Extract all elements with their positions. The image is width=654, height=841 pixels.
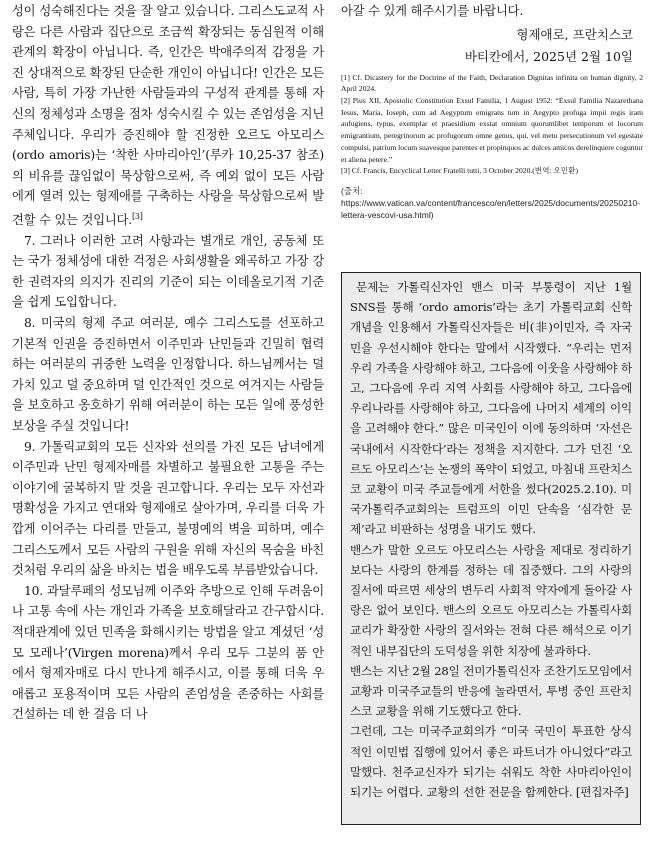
footnote-2: [2] Pius XII, Apostolic Constitution Exsul Familia, 1 August 1952: “Exsul Familia Nazarethana Iesus, Maria, Ioseph, cum ad Aegyptum emigrans tum in Aegypto profuga impii regis iram aufugiens, typus, exemplar et praesidium exstat omnium quorumlibet temporum et locorum emigrantium, peregrinorum ac profugorum omne genus, qui, vel metu persecutionum vel egestate compulsi, patrium locum suavesque parentes et propinquos ac dulces amicos derelinquere coguntur et aliena petere.”: [341, 96, 643, 164]
left-column: [12, 1, 324, 725]
letter-closing-line: 아갈 수 있게 해주시기를 바랍니다.: [341, 4, 524, 18]
footnote-3: [3] Cf. Francis, Encyclical Letter Fratelli tutti, 3 October 2020.(번역: 오민환): [341, 166, 579, 176]
editor-note-paragraph-1: 문제는 가톨릭신자인 밴스 미국 부통령이 지난 1월 SNS를 통해 ‘ordo amoris’라는 초기 가톨릭교회 신학 개념을 인용해서 가톨릭신자들은 비(非)이민자, 즉 자국민을 우선시해야 한다는 말에서 시작했다. “우리는 먼저 우리 가족을 사랑해야 하고, 그다음에 이웃을 사랑해야 하고, 그다음에 우리 지역 사회를 사랑해야 하고, 그다음에 우리나라를 사랑해야 하고, 그다음에 나머지 세계의 이익을 고려해야 한다.” 많은 미국인이 이에 동의하며 ‘자선은 국내에서 시작한다’라는 정책을 지지한다. 그가 던진 ‘오르도 아모리스’는 논쟁의 폭약이 되었고, 마침내 프란치스코 교황이 미국 주교들에게 서한을 썼다(2025.2.10). 미국가톨릭주교회의는 트럼프의 이민 단속을 ‘심각한 문제’라고 비판하는 성명을 내기도 했다.: [350, 280, 632, 537]
editor-note-box: [341, 272, 641, 825]
source-citation: (출처: https://www.vatican.va/content/francesco/en/letters/2025/documents/20250210-lettera-vescovi-usa.html): [341, 185, 641, 220]
signature-place-date: 바티칸에서, 2025년 2월 10일: [464, 48, 633, 64]
letter-paragraph-continuation: 성이 성숙해진다는 것을 잘 알고 있습니다. 그리스도교적 사랑은 다른 사람과 집단으로 조금씩 확장되는 동심원적 이해관계의 확장이 아닙니다. 즉, 인간은 박애주의적 감정을 가진 상대적으로 확장된 단순한 개인이 아닙니다! 인간은 모든 사람, 특히 가장 가난한 사람들과의 구성적 관계를 통해 자신의 정체성과 소명을 점차 성숙시킬 수 있는 존엄성을 지닌 주체입니다. 우리가 증진해야 할 진정한 오르도 아모리스(ordo amoris)는 ‘착한 사마리아인’(루카 10,25-37 참조)의 비유를 끊임없이 묵상함으로써, 즉 예외 없이 모든 사람에게 열려 있는 형제애를 구축하는 사랑을 묵상함으로써 발견할 수 있는 것입니다.[3]: [12, 4, 324, 228]
footnote-1: [1] Cf. Dicastery for the Doctrine of the Faith, Declaration Dignitas infinita on human dignity, 2 April 2024.: [341, 72, 643, 94]
editor-note-tag: [편집자주]: [575, 785, 629, 800]
editor-note-paragraph-3: 밴스는 지난 2월 28일 전미가톨릭신자 조찬기도모임에서 교황과 미국주교들의 반응에 놀라면서, 투병 중인 프란치스코 교황을 위해 기도했다고 한다.: [350, 663, 632, 719]
letter-paragraph-9: 9. 가톨릭교회의 모든 신자와 선의를 가진 모든 남녀에게 이주민과 난민 형제자매를 차별하고 불필요한 고통을 주는 이야기에 굴복하지 말 것을 권고합니다. 우리는 모두 자선과 명확성을 가지고 연대와 형제애로 살아가며, 우리를 더욱 가깝게 이어주는 다리를 만들고, 불명예의 벽을 피하며, 예수 그리스도께서 모든 사람의 구원을 위해 자신의 목숨을 바친 것처럼 우리의 삶을 바치는 법을 배우도록 부름받았습니다.: [12, 439, 324, 578]
footnotes: [341, 72, 643, 177]
footnote-ref-3[interactable]: [3]: [131, 211, 143, 221]
letter-paragraph-7: 7. 그러나 이러한 고려 사항과는 별개로 개인, 공동체 또는 국가 정체성에 대한 걱정은 사회생활을 왜곡하고 가장 강한 권력자의 의지가 진리의 기준이 되는 이데올로기적 기준을 쉽게 도입합니다.: [12, 233, 324, 310]
letter-paragraph-10: 10. 과달루페의 성모님께 이주와 추방으로 인해 두려움이나 고통 속에 사는 개인과 가족을 보호해달라고 간구합시다. 적대관계에 있던 민족을 화해시키는 방법을 알고 계셨던 ‘성모 모레나’(Virgen morena)께서 우리 모두 그분의 품 안에서 형제자매로 다시 만나게 해주시고, 이를 통해 더욱 우애롭고 포용적이며 모든 사람의 존엄성을 존중하는 사회를 건설하는 데 한 걸음 더 나: [12, 583, 324, 722]
editor-note-paragraph-4: 그런데, 그는 미국주교회의가 “미국 국민이 투표한 상식적인 이민법 집행에 있어서 좋은 파트너가 아니었다”라고 말했다. 천주교신자가 되기는 쉬워도 착한 사마리아인이 되기는 어렵다. 교황의 선한 전문을 함께한다. [편집자주]: [350, 724, 632, 800]
right-column: [341, 1, 643, 229]
editor-note-paragraph-2: 밴스가 말한 오르도 아모리스는 사랑을 제대로 정리하기보다는 사랑의 한계를 정하는 데 집중했다. 그의 사랑의 질서에 따르면 세상의 변두리 사회적 약자에게 돌아갈 사랑은 없어 보인다. 밴스의 오르도 아모리스는 가톨릭사회교리가 확장한 사랑의 질서와는 전혀 다른 해석으로 이기적인 내부집단의 도덕성을 위한 치장에 불과하다.: [350, 542, 632, 658]
signature-name: 형제애로, 프란치스코: [516, 26, 633, 42]
letter-paragraph-8: 8. 미국의 형제 주교 여러분, 예수 그리스도를 선포하고 기본적 인권을 증진하면서 이주민과 난민들과 긴밀히 협력하는 여러분의 귀중한 노력을 인정합니다. 하느님께서는 덜 가치 있고 덜 중요하며 덜 인간적인 것으로 여겨지는 사람들을 보호하고 옹호하기 위해 여러분이 하는 모든 일에 풍성한 보상을 주실 것입니다!: [12, 316, 324, 433]
